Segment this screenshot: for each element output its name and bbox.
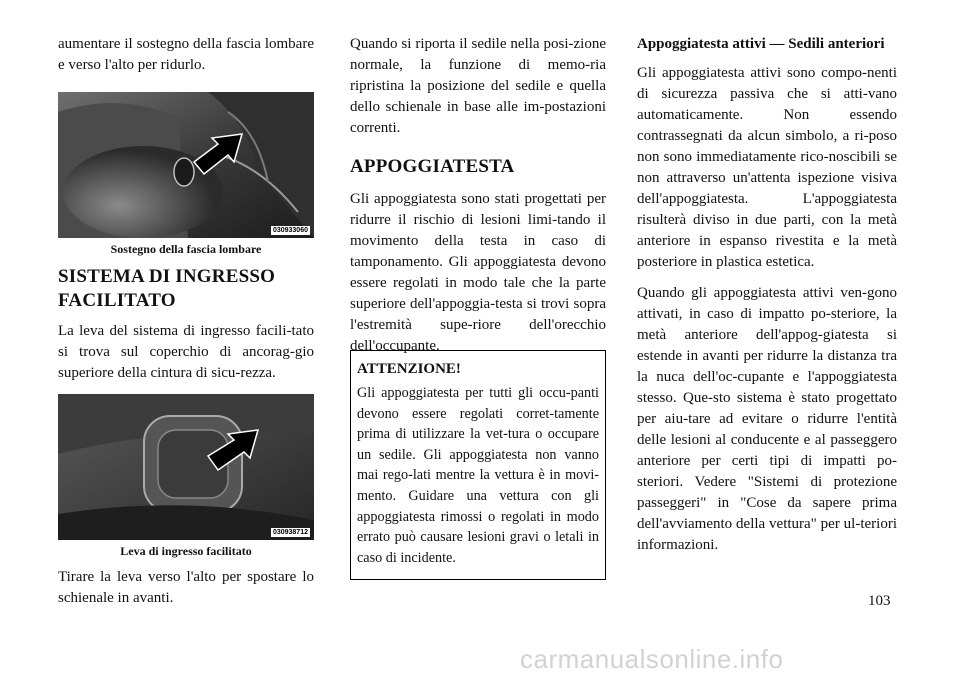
headrests-paragraph: Gli appoggiatesta sono stati progettati per ridurre il rischio di lesioni limi-tando il movimento della testa in caso di tamponamento. Gli appoggiatesta devono essere regolati in modo tale che la parte superiore dell'appoggia-testa si trovi sopra l'estremità supe-riore dell'orecchio dell'occupante. (350, 191, 606, 354)
easy-entry-lever-photo (58, 394, 314, 540)
warning-box (350, 350, 606, 580)
figure-code: 030938712 (272, 529, 308, 536)
column-right (637, 34, 897, 556)
figure-caption: Sostegno della fascia lombare (110, 242, 262, 256)
warning-text: Gli appoggiatesta per tutti gli occu-panti devono essere regolati corret-tamente prima di utilizzare la vet-tura o occupare un sedile. Gli appoggiatesta non vanno mai rego-lati mentre la vettura è in movi-mento. Guidare una vettura con gli appoggiatesta rimossi o regolati in modo errato può causare lesioni gravi o letali in caso di incidente. (357, 385, 599, 566)
section-title-easy-entry: SISTEMA DI INGRESSO FACILITATO (58, 266, 276, 311)
easy-entry-paragraph: La leva del sistema di ingresso facili-tato si trova sul coperchio di ancorag-gio superiore della cintura di sicu-rezza. (58, 323, 314, 381)
easy-entry-lever-illustration (58, 394, 314, 540)
lumbar-support-illustration (58, 92, 314, 238)
active-headrests-paragraph-1: Gli appoggiatesta attivi sono compo-nenti di sicurezza passiva che si atti-vano automaticamente. Non essendo contrassegnati da alcun simbolo, a ri-poso non sono immediatamente rico-noscibili se non attraverso un'attenta ispezione visiva dell'appoggiatesta. L'appoggiatesta risulterà diviso in due parti, con la metà anteriore in espanso rivestita e la metà posteriore in plastica estetica. (637, 65, 897, 270)
column-left (58, 34, 314, 609)
warning-title: ATTENZIONE! (357, 361, 461, 377)
active-headrests-subtitle: Appoggiatesta attivi — Sedili anteriori (637, 36, 885, 52)
easy-entry-instruction: Tirare la leva verso l'alto per spostare lo schienale in avanti. (58, 569, 314, 606)
figure-code: 030933060 (272, 227, 308, 234)
lumbar-support-photo (58, 92, 314, 238)
memory-paragraph: Quando si riporta il sedile nella posi-zione normale, la funzione di memo-ria ripristina la posizione del sedile e quella dello schienale in base alle im-postazioni correnti. (350, 36, 606, 136)
section-title-headrests: APPOGGIATESTA (350, 156, 515, 177)
active-headrests-paragraph-2: Quando gli appoggiatesta attivi ven-gono attivati, in caso di impatto po-steriore, la metà anteriore dell'appog-giatesta si estende in avanti per ridurre la distanza tra la nuca dell'oc-cupante e l'appoggiatesta stesso. Que-sto sistema è stato progettato per aiu-tare ad evitare o ridurre l'entità delle lesioni al conducente e al passeggero anteriore per certi tipi di impatti po-steriori. Vedere "Sistemi di protezione passeggeri" in "Cose da sapere prima dell'avviamento della vettura" per ul-teriori informazioni. (637, 285, 897, 553)
figure-caption: Leva di ingresso facilitato (120, 544, 252, 558)
watermark: carmanualsonline.info (520, 644, 784, 674)
intro-paragraph: aumentare il sostegno della fascia lombare e verso l'alto per ridurlo. (58, 36, 314, 73)
column-middle (350, 34, 606, 357)
page-number: 103 (868, 593, 891, 609)
